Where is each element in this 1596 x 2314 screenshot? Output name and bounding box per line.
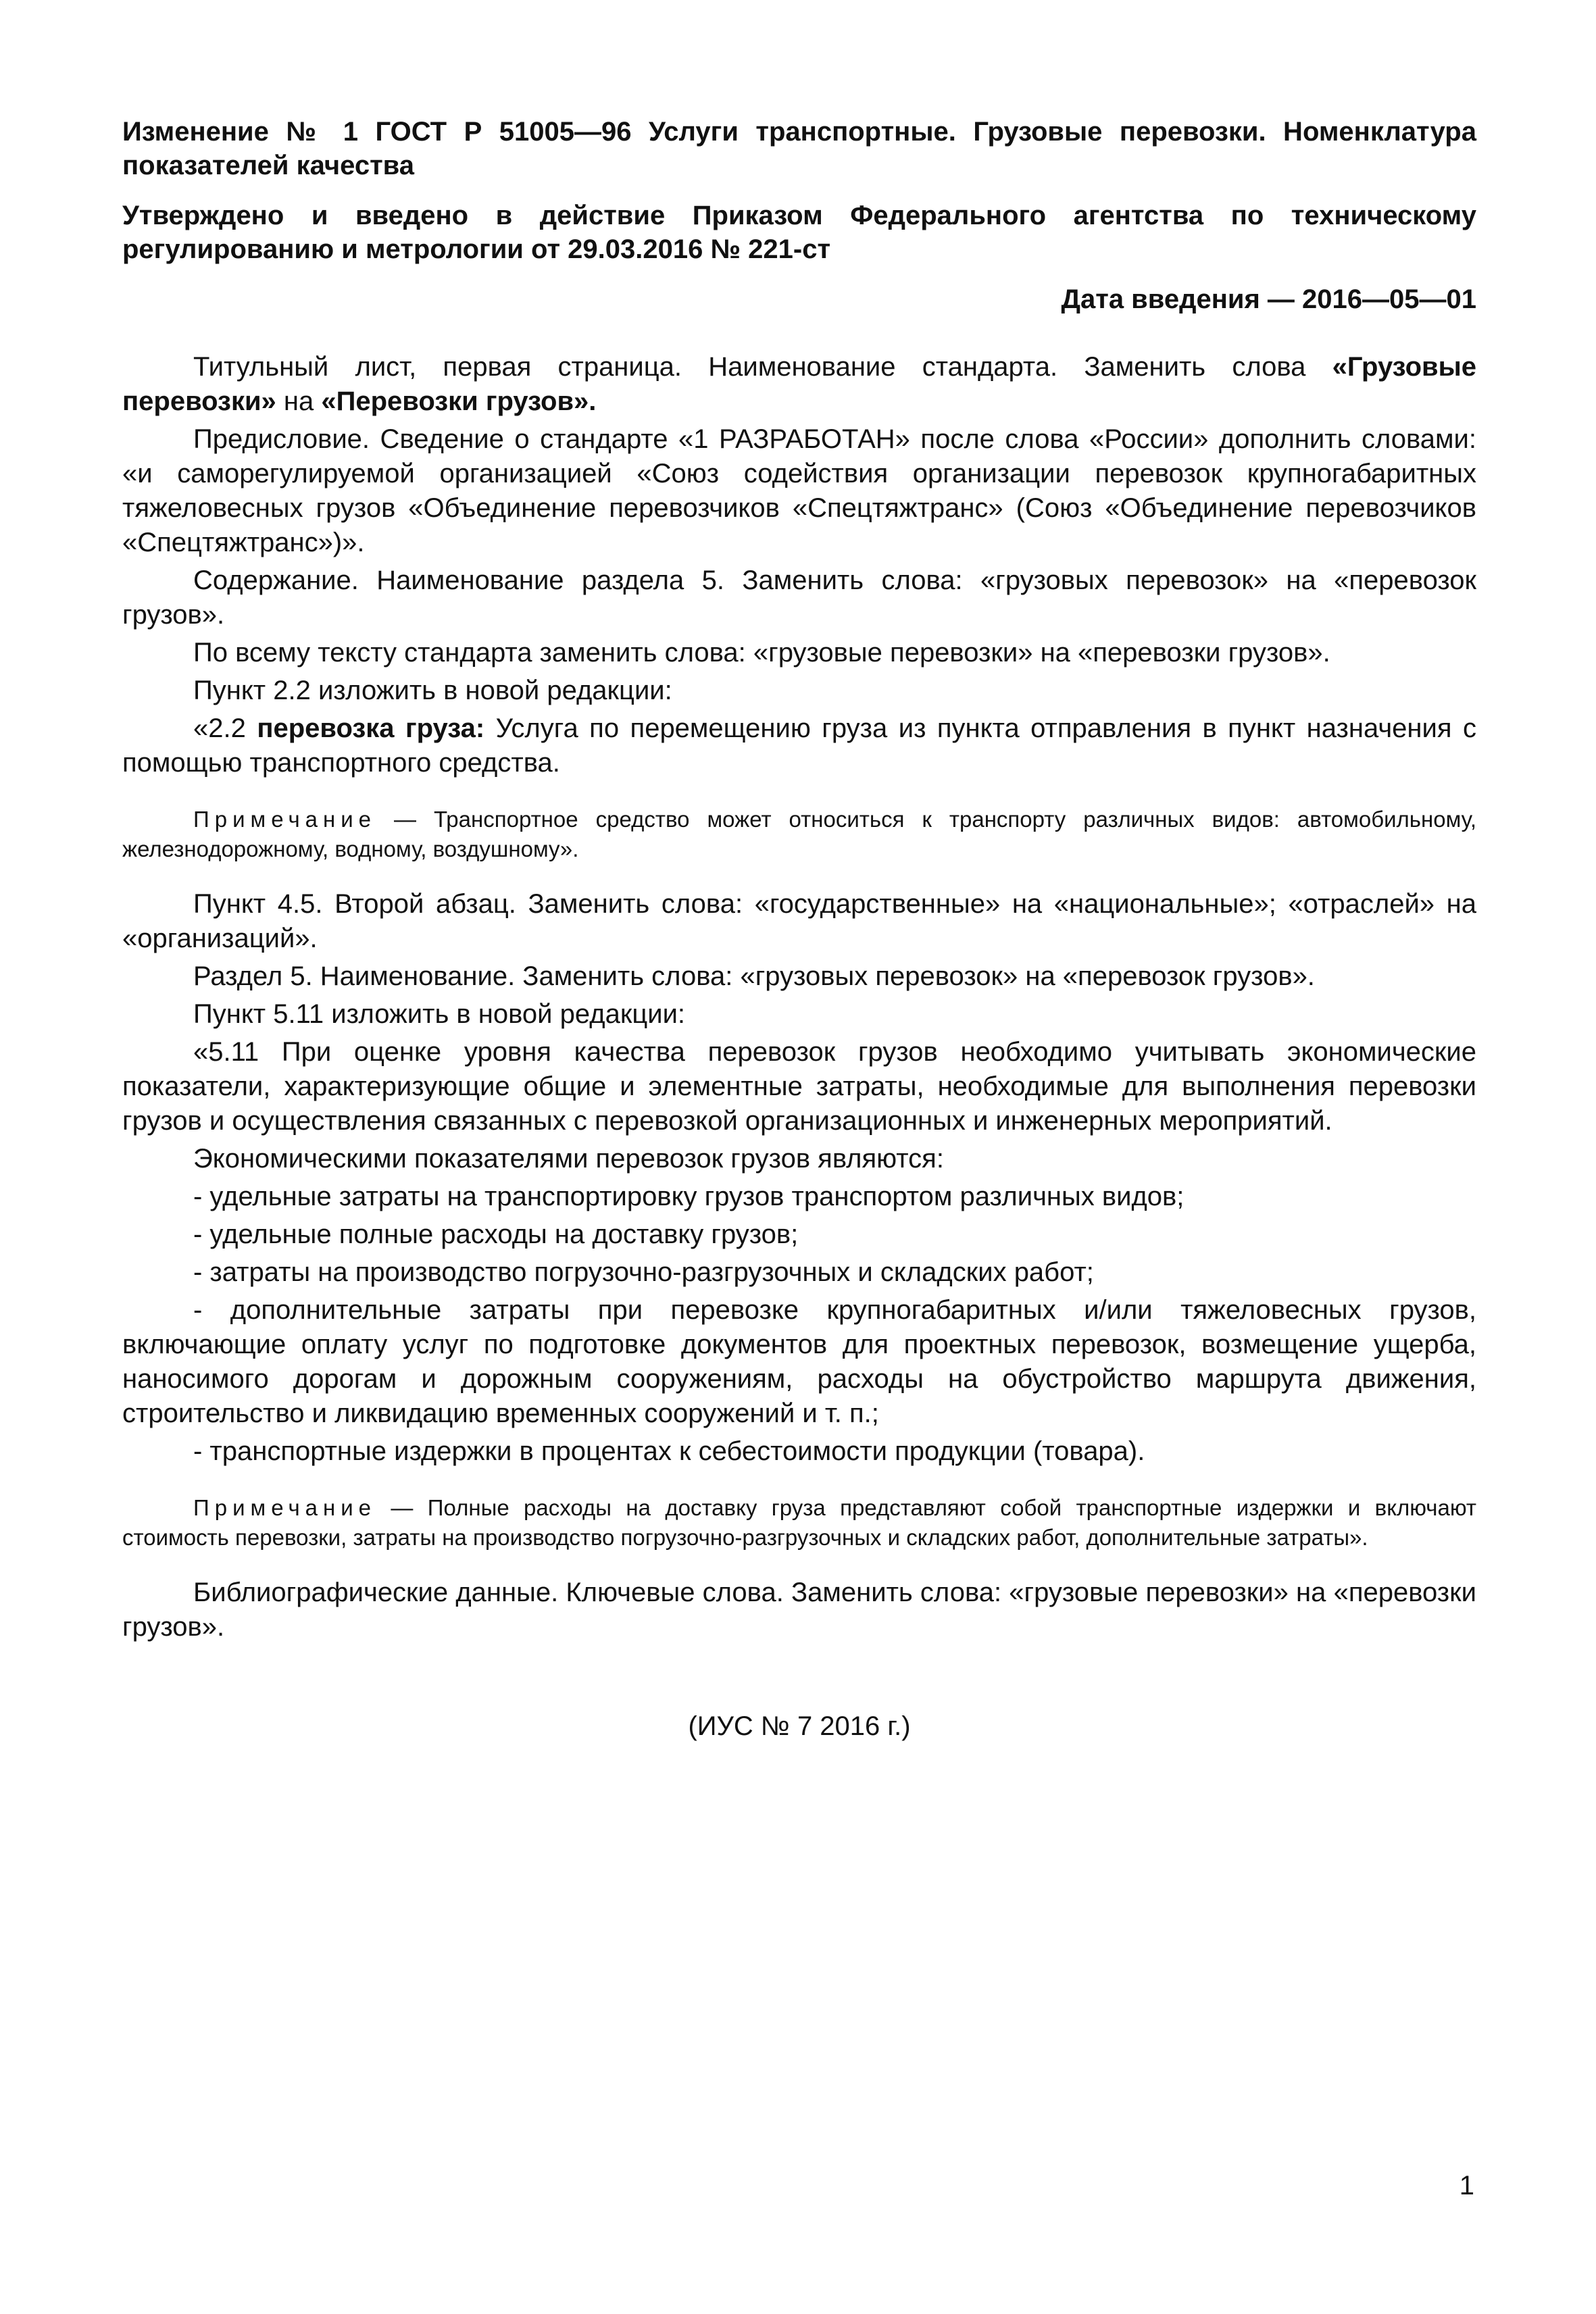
note-label: Примечание (193, 1495, 377, 1520)
note-label: Примечание (193, 807, 377, 832)
paragraph-item-5-11-intro: Пункт 5.11 изложить в новой редакции: (193, 999, 686, 1029)
list-item: - удельные затраты на транспортировку грузов транспортом различных видов; (193, 1182, 1184, 1211)
paragraph-item-4-5: Пункт 4.5. Второй абзац. Заменить слова: «государственные» на «национальные»; «отраслей» на «организаций». (122, 889, 1476, 953)
paragraph-item-5-11: «5.11 При оценке уровня качества перевозок грузов необходимо учитывать экономические показатели, характеризующие общие и элементные затраты, необходимые для выполнения перевозки грузов и осуществления связанных с перевозкой организационных и инженерных мероприятий. (122, 1037, 1476, 1136)
paragraph-throughout: По всему тексту стандарта заменить слова: «грузовые перевозки» на «перевозки грузов». (193, 638, 1330, 668)
document-content (122, 115, 1476, 1771)
paragraph-bibliographic: Библиографические данные. Ключевые слова. Заменить слова: «грузовые перевозки» на «перевозки грузов». (122, 1578, 1476, 1642)
paragraph-preface: Предисловие. Сведение о стандарте «1 РАЗРАБОТАН» после слова «России» дополнить словами: «и саморегулируемой организацией «Союз содействия организации перевозок крупногабаритных тяжеловесных грузов «Объединение перевозчиков «Спецтяжтранс» (Союз «Объединение перевозчиков «Спецтяжтранс»)». (122, 424, 1476, 557)
paragraph-title-page: Титульный лист, первая страница. Наименование стандарта. Заменить слова «Грузовые перевозки» на «Перевозки грузов». (122, 352, 1476, 416)
effective-date: Дата введения — 2016—05—01 (1061, 284, 1476, 314)
note-vehicle: Примечание — Транспортное средство может относиться к транспорту различных видов: автомобильному, железнодорожному, водному, воздушному». (122, 807, 1476, 861)
amendment-title: Изменение № 1 ГОСТ Р 51005—96 Услуги транспортные. Грузовые перевозки. Номенклатура показателей качества (122, 117, 1476, 180)
approval-statement: Утверждено и введено в действие Приказом Федерального агентства по техническому регулированию и метрологии от 29.03.2016 № 221-ст (122, 201, 1476, 264)
list-item: - дополнительные затраты при перевозке крупногабаритных и/или тяжеловесных грузов, включающие оплату услуг по подготовке документов для проектных перевозок, возмещение ущерба, наносимого дорогам и дорожным сооружениям, расходы на обустройство маршрута движения, строительство и ликвидацию временных сооружений и т. п.; (122, 1295, 1476, 1428)
list-item: - транспортные издержки в процентах к себестоимости продукции (товара). (193, 1436, 1145, 1466)
paragraph-contents: Содержание. Наименование раздела 5. Заменить слова: «грузовых перевозок» на «перевозок грузов». (122, 565, 1476, 630)
paragraph-item-2-2: «2.2 перевозка груза: Услуга по перемещению груза из пункта отправления в пункт назначения с помощью транспортного средства. (122, 713, 1476, 778)
paragraph-item-2-2-intro: Пункт 2.2 изложить в новой редакции: (193, 676, 672, 705)
paragraph-section-5: Раздел 5. Наименование. Заменить слова: «грузовых перевозок» на «перевозок грузов». (193, 961, 1315, 991)
list-item: - затраты на производство погрузочно-разгрузочных и складских работ; (193, 1257, 1094, 1287)
page-number: 1 (1459, 2171, 1474, 2200)
paragraph-economic-indicators: Экономическими показателями перевозок грузов являются: (193, 1144, 944, 1174)
ius-reference: (ИУС № 7 2016 г.) (688, 1711, 911, 1741)
note-full-costs: Примечание — Полные расходы на доставку груза представляют собой транспортные издержки и включают стоимость перевозки, затраты на производство погрузочно-разгрузочных и складских работ, дополнительные затраты». (122, 1495, 1476, 1550)
list-item: - удельные полные расходы на доставку грузов; (193, 1219, 799, 1249)
